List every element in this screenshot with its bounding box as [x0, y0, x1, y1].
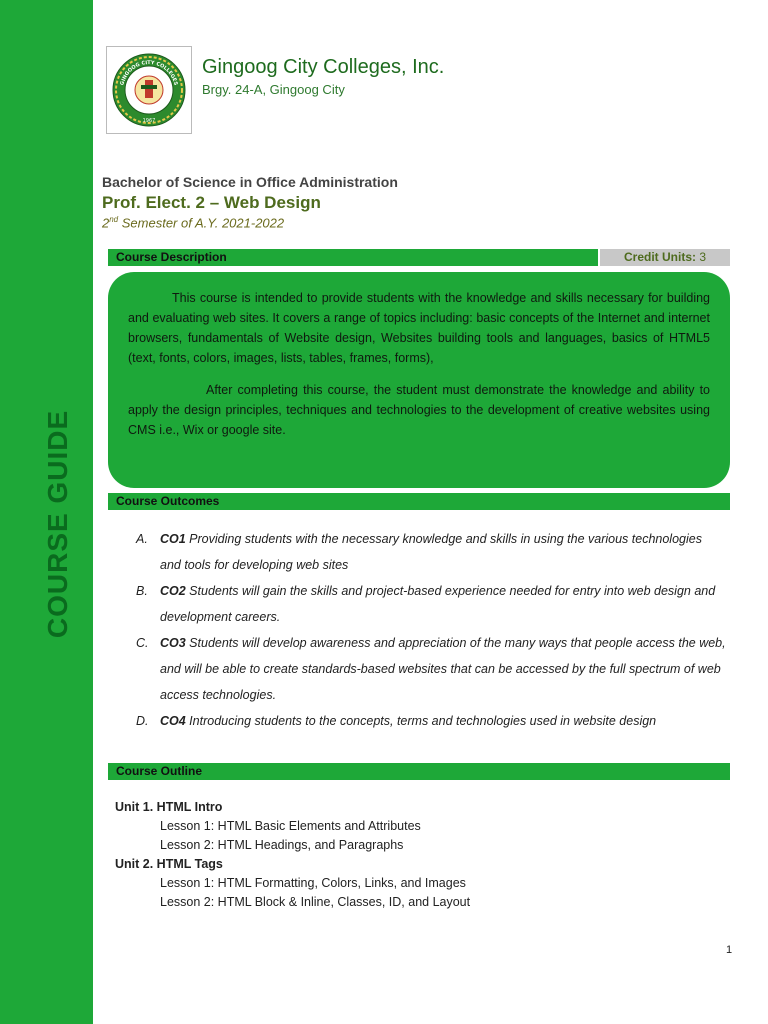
college-logo: [106, 46, 192, 134]
credit-units: [600, 249, 730, 266]
page-number: 1: [726, 944, 733, 956]
seal-year: 1967: [142, 118, 156, 124]
outcome-text: Providing students with the necessary knowledge and skills in using the various technologies and tools for developing web sites: [160, 532, 702, 572]
outcomes-list: [136, 526, 726, 734]
credit-units-value: 3: [699, 250, 707, 264]
outcome-item: [136, 526, 726, 578]
college-seal-icon: [111, 52, 187, 128]
outcome-text: Introducing students to the concepts, terms and technologies used in website design: [185, 714, 657, 728]
outcome-code: CO4: [160, 714, 186, 728]
outcome-item: [136, 708, 726, 734]
outcome-item: [136, 630, 726, 708]
outcome-letter: D.: [136, 714, 149, 728]
semester-text: Semester of A.Y. 2021-2022: [118, 215, 285, 231]
seal-text: GINGOOG CITY COLLEGES: [119, 59, 179, 86]
course-outline-header: [108, 763, 730, 780]
lesson-item: Lesson 2: HTML Block & Inline, Classes, ID, and Layout: [160, 895, 471, 909]
outcome-letter: B.: [136, 584, 148, 598]
sidebar-title: COURSE GUIDE: [42, 409, 73, 639]
course-outline-label: Course Outline: [116, 764, 203, 778]
semester-number: 2: [102, 215, 110, 231]
course-description-box: [108, 272, 730, 488]
college-name: Gingoog City Colleges, Inc.: [202, 56, 445, 78]
unit-title: Unit 1. HTML Intro: [115, 800, 223, 814]
course-description-label: Course Description: [116, 250, 227, 264]
course-outline: [115, 798, 470, 912]
college-address: Brgy. 24-A, Gingoog City: [202, 82, 345, 97]
outcome-item: [136, 578, 726, 630]
outcome-text: Students will gain the skills and project-based experience needed for entry into web design and development careers.: [160, 584, 716, 624]
outcome-letter: C.: [136, 636, 149, 650]
outcome-letter: A.: [136, 532, 148, 546]
lesson-item: Lesson 1: HTML Formatting, Colors, Links, and Images: [160, 876, 466, 890]
description-paragraph: After completing this course, the student must demonstrate the knowledge and ability to apply the design principles, techniques and technologies to the development of creative websites using CMS i.e., Wix or google site.: [128, 383, 710, 437]
unit-title: Unit 2. HTML Tags: [115, 857, 223, 871]
description-paragraph: This course is intended to provide students with the knowledge and skills necessary for building and evaluating web sites. It covers a range of topics including: basic concepts of the Internet and internet browsers, fundamentals of Website design, Websites building tools and languages, basics of HTML5 (text, fonts, colors, images, lists, tables, frames, forms),: [128, 291, 710, 365]
semester-suffix: nd: [109, 215, 119, 224]
lesson-item: Lesson 1: HTML Basic Elements and Attributes: [160, 819, 421, 833]
outcome-text: Students will develop awareness and appreciation of the many ways that people access the web, and will be able to create standards-based websites that can be accessed by the full spectrum of web access technologies.: [160, 636, 726, 702]
course-outcomes-label: Course Outcomes: [116, 494, 220, 508]
outcome-code: CO3: [160, 636, 186, 650]
program-name: Bachelor of Science in Office Administration: [102, 174, 398, 190]
credit-units-label: Credit Units:: [623, 250, 696, 264]
semester: [102, 215, 284, 230]
outcome-code: CO1: [160, 532, 186, 546]
outcome-code: CO2: [160, 584, 186, 598]
course-outcomes-header: [108, 493, 730, 510]
course-title: Prof. Elect. 2 – Web Design: [102, 193, 321, 212]
lesson-item: Lesson 2: HTML Headings, and Paragraphs: [160, 838, 404, 852]
course-description-header: [108, 249, 598, 266]
